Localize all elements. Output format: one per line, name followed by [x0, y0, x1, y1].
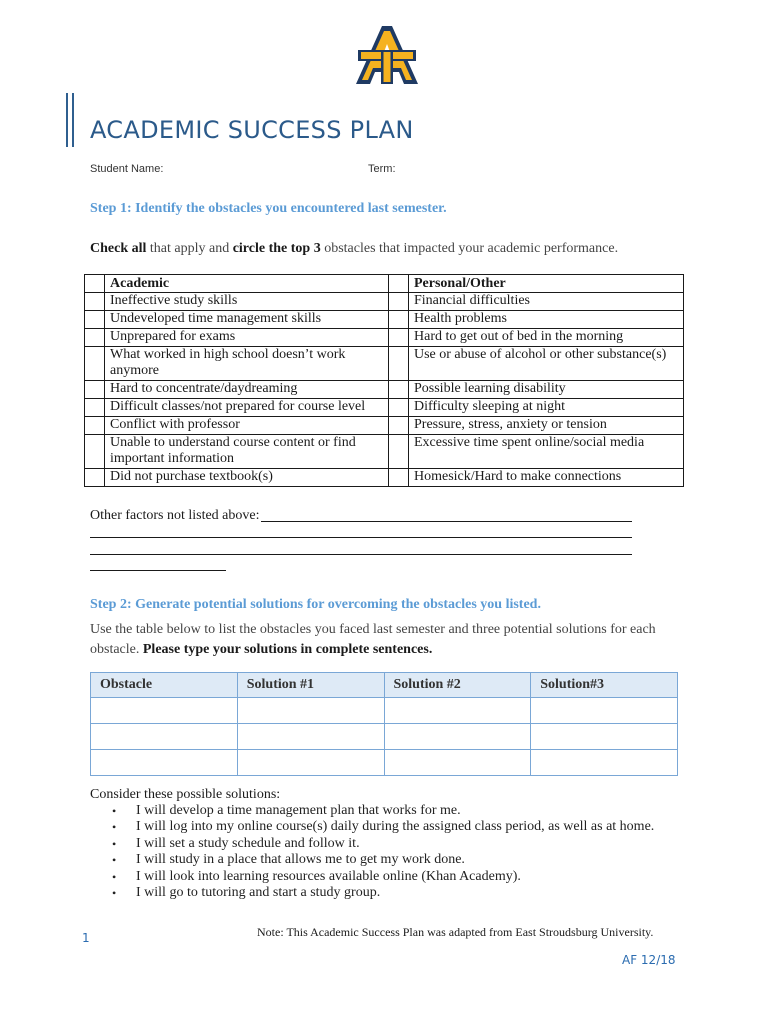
checkbox[interactable] [85, 311, 105, 329]
personal-obstacle: Excessive time spent online/social media [409, 435, 684, 469]
checkbox[interactable] [389, 347, 409, 381]
bullet-icon: • [112, 804, 117, 818]
bullet-icon: • [112, 869, 117, 884]
solution2-column-header: Solution #2 [384, 673, 531, 698]
table-cell[interactable] [531, 750, 678, 776]
personal-obstacle: Pressure, stress, anxiety or tension [409, 417, 684, 435]
table-row [91, 724, 678, 750]
table-cell[interactable] [237, 750, 384, 776]
academic-obstacle: Undeveloped time management skills [105, 311, 389, 329]
academic-obstacle: Ineffective study skills [105, 293, 389, 311]
personal-obstacle: Difficulty sleeping at night [409, 399, 684, 417]
personal-obstacle: Possible learning disability [409, 381, 684, 399]
table-cell[interactable] [91, 724, 238, 750]
list-item: • I will set a study schedule and follow it. [112, 835, 360, 851]
personal-obstacle: Use or abuse of alcohol or other substance(s) [409, 347, 684, 381]
other-factors-label: Other factors not listed above: [90, 508, 260, 523]
bullet-icon: • [112, 820, 117, 835]
solutions-list [108, 803, 654, 901]
academic-column-header: Academic [105, 275, 389, 293]
checkbox[interactable] [85, 347, 105, 381]
checkbox[interactable] [85, 417, 105, 435]
checkbox[interactable] [389, 399, 409, 417]
header-blank-cell [85, 275, 105, 293]
checkbox[interactable] [85, 329, 105, 347]
checkbox[interactable] [389, 435, 409, 469]
list-item: • I will develop a time management plan that works for me. [112, 803, 461, 818]
list-item: • I will log into my online course(s) daily during the assigned class period, as well as at home. [112, 819, 655, 835]
form-code: AF 12/18 [622, 953, 676, 967]
table-cell[interactable] [384, 698, 531, 724]
checkbox[interactable] [389, 381, 409, 399]
personal-obstacle: Health problems [409, 311, 684, 329]
checkbox[interactable] [389, 329, 409, 347]
bullet-icon: • [112, 886, 117, 901]
table-cell[interactable] [91, 698, 238, 724]
table-cell[interactable] [384, 724, 531, 750]
table-row [91, 750, 678, 776]
table-cell[interactable] [531, 698, 678, 724]
personal-obstacle: Hard to get out of bed in the morning [409, 329, 684, 347]
checkbox[interactable] [85, 293, 105, 311]
step2-heading: Step 2: Generate potential solutions for overcoming the obstacles you listed. [90, 597, 541, 612]
table-cell[interactable] [237, 698, 384, 724]
source-note: Note: This Academic Success Plan was adapted from East Stroudsburg University. [257, 925, 654, 939]
table-cell[interactable] [91, 750, 238, 776]
academic-obstacle: Conflict with professor [105, 417, 389, 435]
solution1-column-header: Solution #1 [237, 673, 384, 698]
checkbox[interactable] [389, 293, 409, 311]
checkbox[interactable] [85, 381, 105, 399]
academic-obstacle: Unable to understand course content or find important information [105, 435, 389, 469]
checkbox[interactable] [389, 311, 409, 329]
list-item: • I will go to tutoring and start a study group. [112, 885, 381, 901]
bullet-icon: • [112, 836, 117, 851]
academic-obstacle: Unprepared for exams [105, 329, 389, 347]
other-factors-line[interactable] [261, 521, 632, 522]
personal-column-header: Personal/Other [409, 275, 684, 293]
university-logo [352, 22, 422, 88]
bullet-icon: • [112, 853, 117, 868]
table-cell[interactable] [531, 724, 678, 750]
obstacles-checklist-table [84, 274, 684, 487]
other-factors-line[interactable] [90, 570, 226, 571]
student-name-label: Student Name: [90, 163, 164, 175]
other-factors-line[interactable] [90, 554, 632, 555]
term-label: Term: [368, 163, 396, 175]
table-cell[interactable] [237, 724, 384, 750]
solutions-table [90, 672, 678, 776]
academic-obstacle: Did not purchase textbook(s) [105, 469, 389, 487]
table-cell[interactable] [384, 750, 531, 776]
header-blank-cell [389, 275, 409, 293]
checkbox[interactable] [85, 399, 105, 417]
step1-instructions: Check all that apply and circle the top 3 obstacles that impacted your academic performance. [90, 241, 619, 256]
checkbox[interactable] [389, 417, 409, 435]
academic-obstacle: Hard to concentrate/daydreaming [105, 381, 389, 399]
step2-instructions: Use the table below to list the obstacles you faced last semester and three potential solutions for each obstacle. Please type your solutions in complete sentences. [90, 622, 656, 657]
document-title: ACADEMIC SUCCESS PLAN [90, 116, 414, 144]
title-accent-bars [66, 93, 76, 147]
page-number: 1 [82, 931, 90, 945]
step1-heading: Step 1: Identify the obstacles you encountered last semester. [90, 201, 447, 216]
table-row [91, 698, 678, 724]
checkbox[interactable] [85, 469, 105, 487]
consider-label: Consider these possible solutions: [90, 787, 281, 802]
checkbox[interactable] [85, 435, 105, 469]
academic-obstacle: Difficult classes/not prepared for course level [105, 399, 389, 417]
academic-obstacle: What worked in high school doesn’t work anymore [105, 347, 389, 381]
other-factors-line[interactable] [90, 537, 632, 538]
obstacle-column-header: Obstacle [91, 673, 238, 698]
list-item: • I will look into learning resources available online (Khan Academy). [112, 868, 521, 884]
list-item: • I will study in a place that allows me to get my work done. [112, 852, 465, 868]
personal-obstacle: Financial difficulties [409, 293, 684, 311]
solution3-column-header: Solution#3 [531, 673, 678, 698]
checkbox[interactable] [389, 469, 409, 487]
personal-obstacle: Homesick/Hard to make connections [409, 469, 684, 487]
